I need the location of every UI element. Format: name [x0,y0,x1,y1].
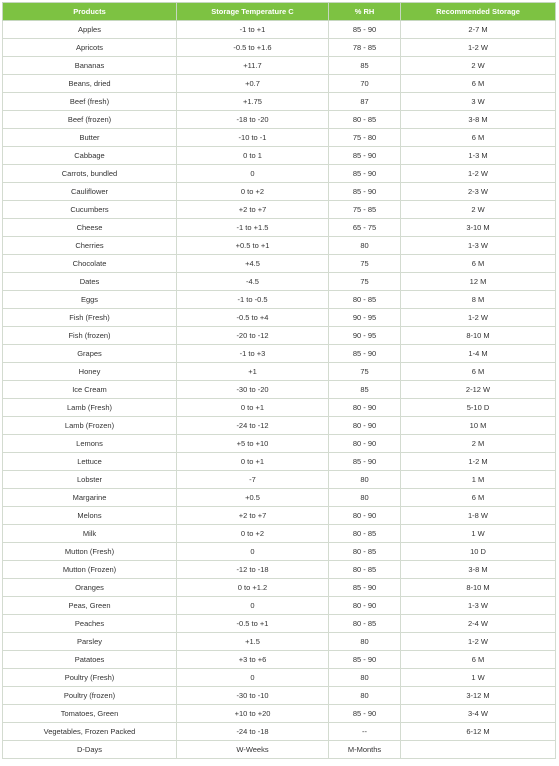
table-row [3,237,556,255]
cell-relative-humidity: 80 [329,687,401,705]
cell-relative-humidity: 75 - 85 [329,201,401,219]
cell-relative-humidity: -- [329,723,401,741]
cell-relative-humidity: 85 - 90 [329,579,401,597]
cell-relative-humidity: 85 - 90 [329,183,401,201]
table-body [3,21,556,759]
cell-recommended-storage: 1-2 W [401,309,556,327]
cell-relative-humidity: 80 - 85 [329,543,401,561]
cell-storage-temperature: -20 to -12 [177,327,329,345]
cell-storage-temperature: 0 to 1 [177,147,329,165]
cell-product: Cheese [3,219,177,237]
cell-recommended-storage: 6 M [401,651,556,669]
header-storage-temperature: Storage Temperature C [177,3,329,21]
table-row [3,309,556,327]
cell-storage-temperature: -30 to -20 [177,381,329,399]
cell-relative-humidity: 80 [329,489,401,507]
cell-recommended-storage: 6 M [401,75,556,93]
cell-storage-temperature: -0.5 to +1.6 [177,39,329,57]
cell-recommended-storage: 2 W [401,201,556,219]
cell-storage-temperature: -12 to -18 [177,561,329,579]
cell-product: Apricots [3,39,177,57]
cell-relative-humidity: 80 [329,633,401,651]
cell-recommended-storage: 3-8 M [401,111,556,129]
header-relative-humidity: % RH [329,3,401,21]
cell-storage-temperature: 0 [177,165,329,183]
cell-relative-humidity: 90 - 95 [329,327,401,345]
table-row [3,669,556,687]
cell-storage-temperature: -1 to +1.5 [177,219,329,237]
cell-product: D-Days [3,741,177,759]
table-row [3,345,556,363]
cell-recommended-storage: 6 M [401,255,556,273]
cell-relative-humidity: 80 - 85 [329,111,401,129]
cell-storage-temperature: -24 to -12 [177,417,329,435]
cell-product: Poultry (Fresh) [3,669,177,687]
cell-relative-humidity: 80 - 90 [329,507,401,525]
cell-product: Fish (frozen) [3,327,177,345]
table-row [3,399,556,417]
cell-relative-humidity: 85 - 90 [329,21,401,39]
cell-recommended-storage: 6 M [401,363,556,381]
cell-storage-temperature: +2 to +7 [177,507,329,525]
cell-storage-temperature: +0.7 [177,75,329,93]
cell-relative-humidity: 85 [329,57,401,75]
cell-product: Ice Cream [3,381,177,399]
table-row [3,435,556,453]
cell-product: Dates [3,273,177,291]
cell-storage-temperature: -18 to -20 [177,111,329,129]
cell-relative-humidity: 75 [329,363,401,381]
cell-recommended-storage: 6 M [401,489,556,507]
table-row [3,615,556,633]
table-row [3,291,556,309]
table-row [3,381,556,399]
cell-relative-humidity: 80 [329,471,401,489]
table-row [3,507,556,525]
cell-storage-temperature: -1 to +3 [177,345,329,363]
table-row [3,147,556,165]
cell-storage-temperature: 0 [177,597,329,615]
table-header [3,3,556,21]
cell-relative-humidity: 85 - 90 [329,651,401,669]
cell-recommended-storage: 2 W [401,57,556,75]
table-row [3,273,556,291]
cell-recommended-storage: 1 W [401,525,556,543]
cell-recommended-storage: 1-3 W [401,597,556,615]
table-row [3,219,556,237]
cell-storage-temperature: +10 to +20 [177,705,329,723]
cell-storage-temperature: 0 to +1 [177,453,329,471]
cell-relative-humidity: 85 - 90 [329,345,401,363]
cell-relative-humidity: 80 - 90 [329,417,401,435]
cell-relative-humidity: 80 - 90 [329,435,401,453]
cell-storage-temperature: -1 to -0.5 [177,291,329,309]
cell-relative-humidity: 80 - 85 [329,291,401,309]
cell-relative-humidity: 80 [329,669,401,687]
cell-recommended-storage: 1-3 M [401,147,556,165]
header-recommended-storage: Recommended Storage [401,3,556,21]
cell-recommended-storage: 10 M [401,417,556,435]
cell-relative-humidity: 75 [329,255,401,273]
cell-recommended-storage: 8 M [401,291,556,309]
cell-product: Melons [3,507,177,525]
cell-storage-temperature: -24 to -18 [177,723,329,741]
cell-recommended-storage: 1-8 W [401,507,556,525]
cell-storage-temperature: 0 to +2 [177,525,329,543]
cell-product: Cabbage [3,147,177,165]
cell-product: Honey [3,363,177,381]
cell-product: Cauliflower [3,183,177,201]
cell-product: Lobster [3,471,177,489]
cell-relative-humidity: 85 - 90 [329,453,401,471]
cell-storage-temperature: +11.7 [177,57,329,75]
table-row [3,363,556,381]
cell-relative-humidity: 85 [329,381,401,399]
cell-recommended-storage: 3 W [401,93,556,111]
table-row [3,183,556,201]
cell-product: Lamb (Fresh) [3,399,177,417]
cell-storage-temperature: 0 to +1.2 [177,579,329,597]
cell-product: Lemons [3,435,177,453]
cell-relative-humidity: 65 - 75 [329,219,401,237]
cell-product: Beans, dried [3,75,177,93]
table-row [3,489,556,507]
table-row [3,93,556,111]
table-row [3,111,556,129]
cell-storage-temperature: -1 to +1 [177,21,329,39]
table-row [3,705,556,723]
cell-recommended-storage: 8-10 M [401,327,556,345]
table-row [3,453,556,471]
table-row [3,165,556,183]
table-row [3,471,556,489]
cell-product: Mutton (Frozen) [3,561,177,579]
cell-product: Peaches [3,615,177,633]
cell-product: Eggs [3,291,177,309]
cell-relative-humidity: 80 - 85 [329,561,401,579]
table-row [3,741,556,759]
cell-storage-temperature: +0.5 to +1 [177,237,329,255]
cell-recommended-storage: 1 W [401,669,556,687]
table-row [3,525,556,543]
cell-storage-temperature: W-Weeks [177,741,329,759]
cell-product: Grapes [3,345,177,363]
cell-relative-humidity: 80 - 85 [329,615,401,633]
table-row [3,651,556,669]
cell-recommended-storage: 6-12 M [401,723,556,741]
cell-storage-temperature: +1.5 [177,633,329,651]
cell-product: Fish (Fresh) [3,309,177,327]
cell-recommended-storage: 3-4 W [401,705,556,723]
cell-product: Bananas [3,57,177,75]
cell-product: Poultry (frozen) [3,687,177,705]
cell-relative-humidity: 87 [329,93,401,111]
cell-recommended-storage: 5-10 D [401,399,556,417]
table-row [3,39,556,57]
cell-recommended-storage: 1-2 W [401,633,556,651]
cell-relative-humidity: 80 - 90 [329,597,401,615]
cell-product: Peas, Green [3,597,177,615]
cell-relative-humidity: 78 - 85 [329,39,401,57]
cell-product: Parsley [3,633,177,651]
cell-storage-temperature: +4.5 [177,255,329,273]
cell-relative-humidity: 85 - 90 [329,147,401,165]
cell-recommended-storage: 1-2 M [401,453,556,471]
cell-relative-humidity: 75 - 80 [329,129,401,147]
cell-storage-temperature: 0 to +1 [177,399,329,417]
cell-relative-humidity: 75 [329,273,401,291]
cell-product: Tomatoes, Green [3,705,177,723]
cell-storage-temperature: -10 to -1 [177,129,329,147]
cell-relative-humidity: 85 - 90 [329,165,401,183]
cell-recommended-storage: 1-4 M [401,345,556,363]
cell-recommended-storage: 2-7 M [401,21,556,39]
cell-storage-temperature: +2 to +7 [177,201,329,219]
cell-relative-humidity: 70 [329,75,401,93]
cell-storage-temperature: -4.5 [177,273,329,291]
cell-recommended-storage: 12 M [401,273,556,291]
cell-relative-humidity: 80 [329,237,401,255]
table-row [3,543,556,561]
cell-recommended-storage: 2-12 W [401,381,556,399]
cell-recommended-storage [401,741,556,759]
cell-recommended-storage: 10 D [401,543,556,561]
cell-recommended-storage: 2-3 W [401,183,556,201]
cell-relative-humidity: 80 - 85 [329,525,401,543]
cell-storage-temperature: +1.75 [177,93,329,111]
table-row [3,417,556,435]
header-row [3,3,556,21]
cell-product: Margarine [3,489,177,507]
cell-storage-temperature: -30 to -10 [177,687,329,705]
cell-product: Butter [3,129,177,147]
cell-recommended-storage: 1-2 W [401,39,556,57]
cell-product: Lamb (Frozen) [3,417,177,435]
cell-storage-temperature: 0 [177,669,329,687]
cell-recommended-storage: 3-12 M [401,687,556,705]
cell-product: Mutton (Fresh) [3,543,177,561]
cell-recommended-storage: 2-4 W [401,615,556,633]
cell-product: Carrots, bundled [3,165,177,183]
cell-storage-temperature: 0 to +2 [177,183,329,201]
cell-product: Beef (frozen) [3,111,177,129]
cell-product: Chocolate [3,255,177,273]
cell-recommended-storage: 1 M [401,471,556,489]
cell-recommended-storage: 6 M [401,129,556,147]
cell-product: Cucumbers [3,201,177,219]
cell-product: Oranges [3,579,177,597]
table-row [3,579,556,597]
cell-relative-humidity: 85 - 90 [329,705,401,723]
table-row [3,633,556,651]
cell-relative-humidity: 80 - 90 [329,399,401,417]
cell-relative-humidity: M-Months [329,741,401,759]
table-row [3,561,556,579]
cell-recommended-storage: 1-3 W [401,237,556,255]
table-row [3,255,556,273]
cell-storage-temperature: +3 to +6 [177,651,329,669]
cell-product: Patatoes [3,651,177,669]
table-row [3,687,556,705]
cell-product: Milk [3,525,177,543]
cell-storage-temperature: -0.5 to +4 [177,309,329,327]
cell-product: Vegetables, Frozen Packed [3,723,177,741]
header-products: Products [3,3,177,21]
table-row [3,21,556,39]
table-row [3,327,556,345]
cell-product: Lettuce [3,453,177,471]
cell-product: Beef (fresh) [3,93,177,111]
cell-recommended-storage: 1-2 W [401,165,556,183]
table-row [3,57,556,75]
table-row [3,201,556,219]
cell-recommended-storage: 3-8 M [401,561,556,579]
cell-storage-temperature: -7 [177,471,329,489]
cell-recommended-storage: 8-10 M [401,579,556,597]
cell-recommended-storage: 3-10 M [401,219,556,237]
storage-table-container [2,2,555,759]
cell-product: Apples [3,21,177,39]
cell-storage-temperature: +5 to +10 [177,435,329,453]
cell-product: Cherries [3,237,177,255]
cell-relative-humidity: 90 - 95 [329,309,401,327]
cell-storage-temperature: +1 [177,363,329,381]
storage-table [2,2,556,759]
cell-storage-temperature: +0.5 [177,489,329,507]
table-row [3,723,556,741]
cell-recommended-storage: 2 M [401,435,556,453]
cell-storage-temperature: -0.5 to +1 [177,615,329,633]
table-row [3,75,556,93]
table-row [3,129,556,147]
table-row [3,597,556,615]
cell-storage-temperature: 0 [177,543,329,561]
